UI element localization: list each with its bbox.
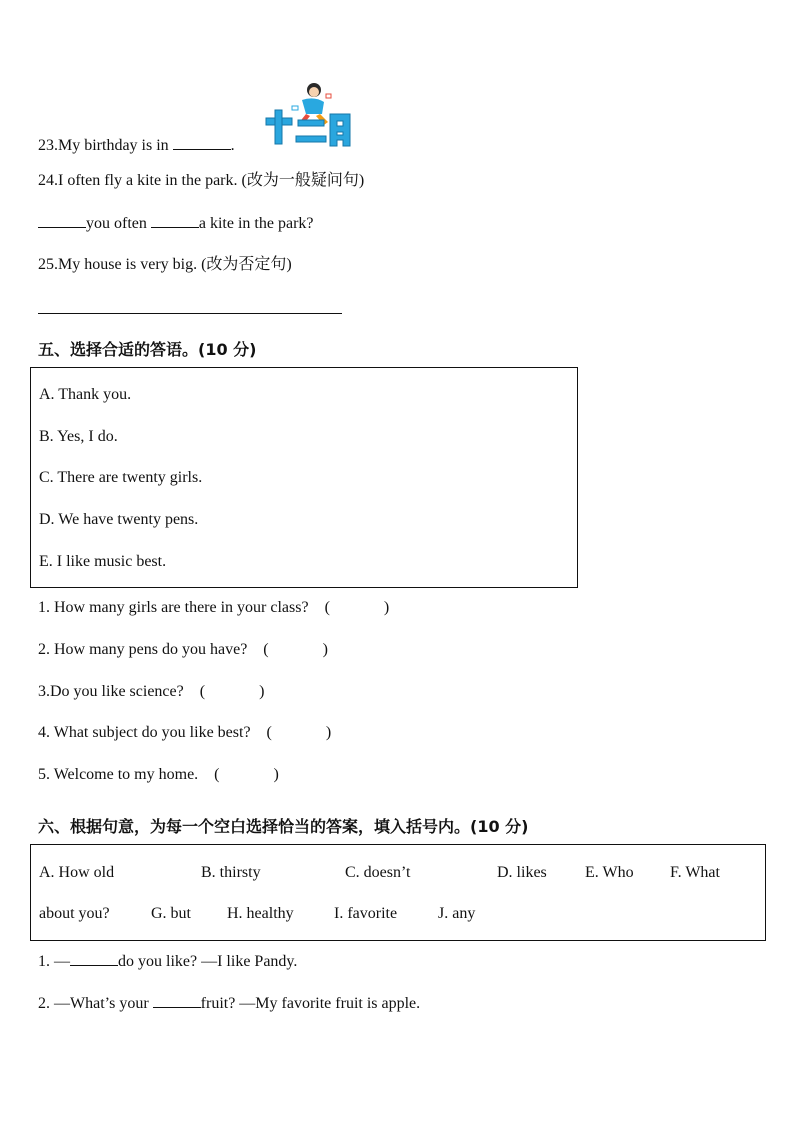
answer-parentheses[interactable]: ( ) <box>214 766 279 783</box>
answer-blank[interactable] <box>151 213 199 228</box>
section-5-heading: 五、选择合适的答语。(10 分) <box>38 340 257 359</box>
section-6-question-1: 1. — do you like? —I like Pandy. <box>38 953 298 970</box>
option-h: H. healthy <box>227 905 294 922</box>
option-d: D. likes <box>497 864 547 881</box>
option-a: A. How old <box>39 864 115 881</box>
section-6-heading: 六、根据句意，为每一个空白选择恰当的答案，填入括号内。(10 分) <box>38 817 529 836</box>
answer-blank[interactable] <box>153 993 201 1008</box>
answer-line[interactable] <box>38 313 342 314</box>
option-b: B. thirsty <box>201 864 261 881</box>
answer-parentheses[interactable]: ( ) <box>199 683 265 700</box>
answer-blank[interactable] <box>38 213 86 228</box>
section-5-options-box <box>30 367 578 588</box>
section-6-question-2: 2. —What’s your fruit? —My favorite fruit is apple. <box>38 995 421 1012</box>
option-i: I. favorite <box>334 905 398 922</box>
option-f: F. What <box>670 864 720 881</box>
answer-parentheses[interactable]: ( ) <box>324 599 390 616</box>
option-d: D. We have twenty pens. <box>39 511 199 528</box>
option-j: J. any <box>438 905 476 922</box>
answer-blank[interactable] <box>173 135 231 150</box>
question-24: 24.I often fly a kite in the park. (改为一般疑问句) <box>38 172 365 189</box>
option-f-continued: about you? <box>39 905 110 922</box>
section-6-options-box <box>30 844 766 941</box>
answer-blank[interactable] <box>70 951 118 966</box>
answer-parentheses[interactable]: ( ) <box>263 641 328 658</box>
option-c: C. doesn’t <box>345 864 411 881</box>
section-5-question-4: 4. What subject do you like best? ( ) <box>38 724 332 741</box>
option-e: E. Who <box>585 864 634 881</box>
section-5-question-5: 5. Welcome to my home. ( ) <box>38 766 279 783</box>
december-calendar-image <box>262 80 358 150</box>
answer-parentheses[interactable]: ( ) <box>266 724 332 741</box>
section-5-question-1: 1. How many girls are there in your class? ( ) <box>38 599 390 616</box>
option-e: E. I like music best. <box>39 553 167 570</box>
question-23: 23.My birthday is in . <box>38 137 235 154</box>
question-23-text: 23.My birthday is in <box>38 137 173 154</box>
option-g: G. but <box>151 905 191 922</box>
option-b: B. Yes, I do. <box>39 428 118 445</box>
option-c: C. There are twenty girls. <box>39 469 203 486</box>
section-5-question-3: 3.Do you like science? ( ) <box>38 683 265 700</box>
question-24-answer: you often a kite in the park? <box>38 213 314 234</box>
option-a: A. Thank you. <box>39 386 132 403</box>
question-25: 25.My house is very big. (改为否定句) <box>38 256 292 273</box>
section-5-question-2: 2. How many pens do you have? ( ) <box>38 641 328 658</box>
